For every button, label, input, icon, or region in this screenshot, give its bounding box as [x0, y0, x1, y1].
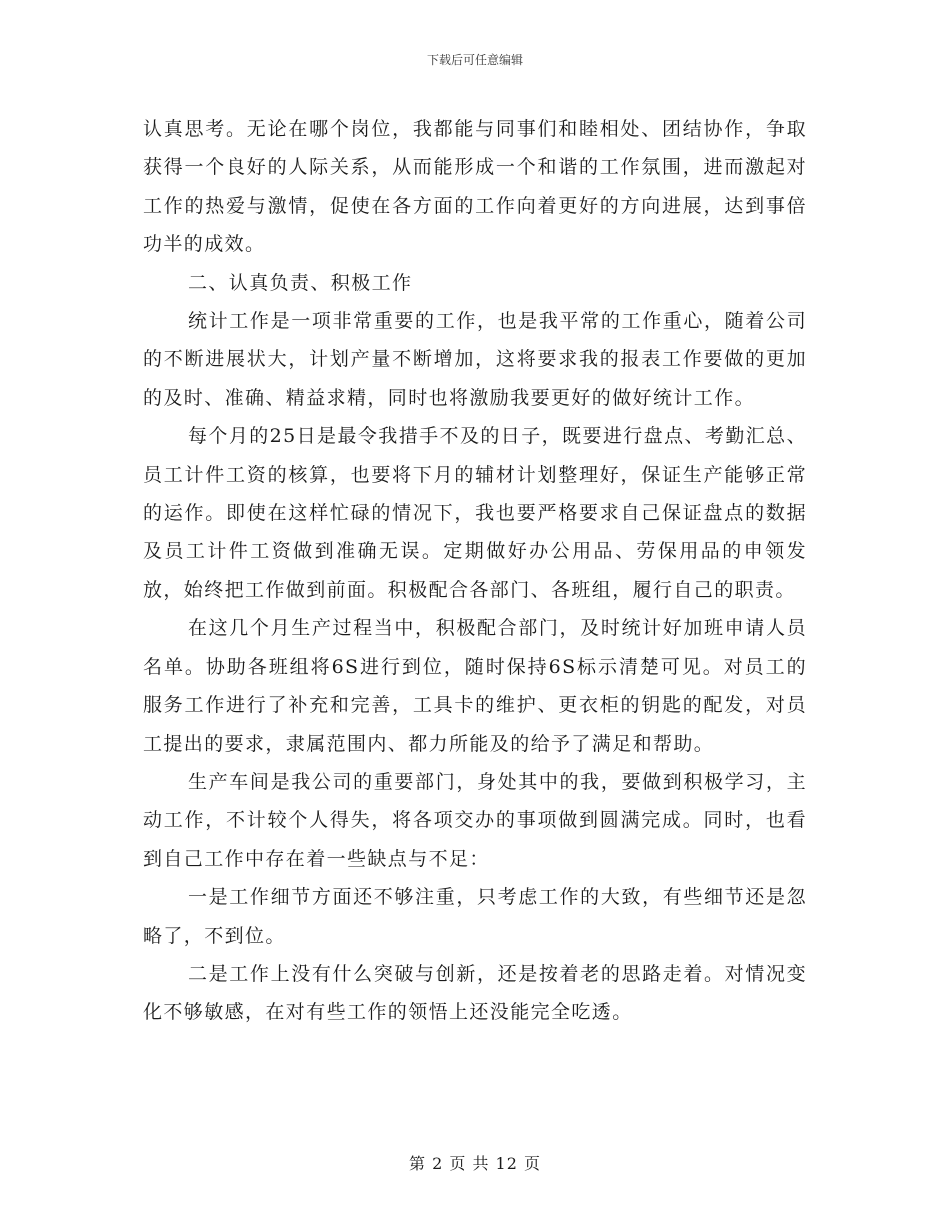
footer-total-pages: 12: [495, 1154, 518, 1173]
body-paragraph: 一是工作细节方面还不够注重，只考虑工作的大致，有些细节还是忽略了，不到位。: [143, 886, 807, 947]
page-footer: [0, 1153, 950, 1175]
section-heading: 二、认真负责、积极工作: [188, 271, 413, 294]
footer-suffix: 页: [524, 1154, 542, 1173]
body-paragraph: 二是工作上没有什么突破与创新，还是按着老的思路走着。对情况变化不够敏感，在对有些工作的领悟上还没能完全吃透。: [143, 962, 807, 1024]
footer-prefix: 第: [408, 1154, 426, 1173]
footer-current-page: 2: [432, 1154, 444, 1173]
footer-mid: 页 共: [449, 1154, 490, 1173]
body-paragraph: 认真思考。无论在哪个岗位，我都能与同事们和睦相处、团结协作，争取获得一个良好的人际关系，从而能形成一个和谐的工作氛围，进而激起对工作的热爱与激情，促使在各方面的工作向着更好的方向进展，达到事倍功半的成效。: [143, 118, 807, 256]
body-paragraph: 在这几个月生产过程当中，积极配合部门，及时统计好加班申请人员名单。协助各班组将6S进行到位，随时保持6S标示清楚可见。对员工的服务工作进行了补充和完善，工具卡的维护、更衣柜的钥匙的配发，对员工提出的要求，隶属范围内、都力所能及的给予了满足和帮助。: [143, 617, 807, 755]
body-paragraph: 每个月的25日是最令我措手不及的日子，既要进行盘点、考勤汇总、员工计件工资的核算，也要将下月的辅材计划整理好，保证生产能够正常的运作。即使在这样忙碌的情况下，我也要严格要求自己保证盘点的数据及员工计件工资做到准确无误。定期做好办公用品、劳保用品的申领发放，始终把工作做到前面。积极配合各部门、各班组，履行自己的职责。: [143, 425, 807, 601]
page-header-note: 下载后可任意编辑: [426, 53, 523, 67]
body-paragraph: 统计工作是一项非常重要的工作，也是我平常的工作重心，随着公司的不断进展状大，计划产量不断增加，这将要求我的报表工作要做的更加的及时、准确、精益求精，同时也将激励我要更好的做好统计工作。: [143, 310, 807, 409]
body-paragraph: 生产车间是我公司的重要部门，身处其中的我，要做到积极学习，主动工作，不计较个人得失，将各项交办的事项做到圆满完成。同时，也看到自己工作中存在着一些缺点与不足：: [143, 770, 807, 870]
document-body: [143, 110, 807, 1032]
